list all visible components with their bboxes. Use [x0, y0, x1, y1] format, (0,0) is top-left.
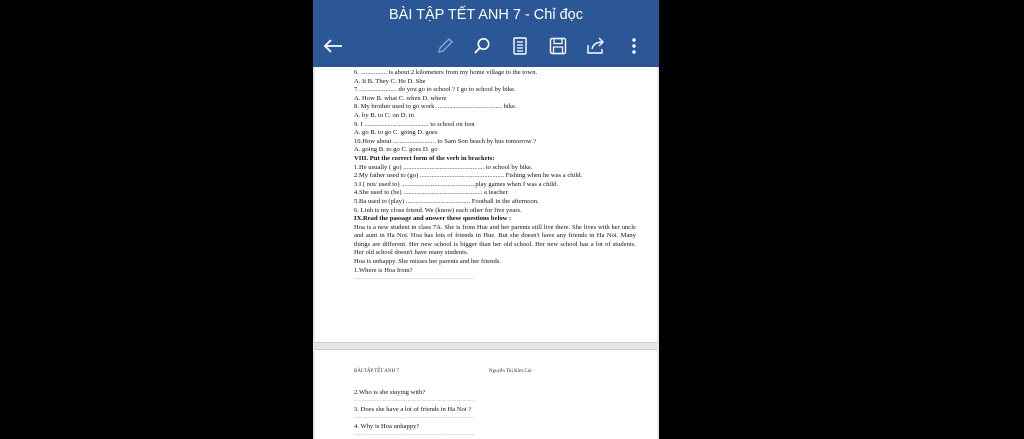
- exercise-line: A. by B. to C. on D. in: [354, 111, 414, 119]
- answer-dots: ................................................................................................: [354, 415, 474, 420]
- document-page[interactable]: [315, 349, 657, 439]
- section-heading: VIII. Put the correct form of the verb in brackets:: [354, 154, 495, 162]
- read-mode-icon[interactable]: [508, 34, 532, 58]
- reading-passage: Hoa is a new student in class 7A. She is from Hue and her parents still live there. She lives with her uncle and aunt in Ha Noi. Hoa has lots of friends in Hue. But she doesn't have any friends in Ha Noi. Many things are different. Her new school is bigger than her old school. Her new school has a lot of students. Her old school doesn't have many students.: [354, 223, 636, 257]
- exercise-line: 2.My father used to (go) ................................................... Fishing when he was a child.: [354, 172, 583, 180]
- exercise-line: 1.He usually ( go) ................................................. to school by bike.: [354, 163, 533, 171]
- exercise-line: 7. ...................... do you go to school ? I go to school by bike.: [354, 86, 516, 94]
- question: 3. Does she have a lot of friends in Ha Noi ?: [354, 406, 472, 413]
- document-title: BÀI TẬP TẾT ANH 7 - Chỉ đọc: [389, 7, 583, 23]
- back-arrow-icon[interactable]: [321, 34, 345, 58]
- exercise-line: 10.How about .......................... to Sam Son beach by bus tomorrow ?: [354, 137, 537, 145]
- exercise-line: A. going B. to go C. goes D. go: [354, 146, 438, 154]
- exercise-line: 3.I ( not/ used to) .............................................play games when I was a child.: [354, 180, 559, 188]
- exercise-line: 9. I ....................................... to school on foot: [354, 120, 475, 128]
- page-header-right: Nguyễn Thị Kim Cúc: [489, 369, 533, 374]
- answer-dots: ................................................................................................: [354, 398, 474, 403]
- save-icon[interactable]: [546, 34, 570, 58]
- search-icon[interactable]: [470, 34, 494, 58]
- exercise-line: 6. Linh is my close friend. We (know) each other for five years.: [354, 206, 522, 214]
- share-icon[interactable]: [584, 34, 608, 58]
- exercise-line: 5.Ba used to (play) ....................................... Football in the afternoon.: [354, 197, 539, 205]
- question: 4. Why is Hoa unhappy?: [354, 423, 420, 430]
- answer-dots: ................................................................................................: [354, 432, 474, 437]
- exercise-line: A. go B. to go C. going D. goes: [354, 129, 438, 137]
- exercise-line: 6. ................ is about 2 kilometers from my home village to the town.: [354, 69, 538, 76]
- title-bar: [313, 0, 659, 67]
- exercise-line: 8. My brother used to go work ........................................ bike.: [354, 103, 517, 111]
- edit-pencil-icon[interactable]: [433, 34, 457, 58]
- answer-dots: ................................................................................................: [354, 276, 474, 282]
- question: 2.Who is she staying with?: [354, 389, 426, 396]
- word-viewer-window: [313, 0, 659, 439]
- question: 1.Where is Hoa from?: [354, 266, 413, 274]
- page-header-left: BÀI TẬP TẾT ANH 7: [354, 369, 399, 374]
- exercise-line: A. It B. They C. He D. She: [354, 77, 426, 85]
- passage-line: Hoa is unhappy. She misses her parents and her friends.: [354, 258, 501, 266]
- exercise-line: 4.She used to (be) ................................................ a teacher.: [354, 189, 509, 197]
- section-heading: IX.Read the passage and answer these questions below :: [354, 215, 512, 223]
- document-page[interactable]: [315, 67, 657, 343]
- more-options-icon[interactable]: [622, 34, 646, 58]
- exercise-line: A. How B. what C. when D. where: [354, 94, 447, 102]
